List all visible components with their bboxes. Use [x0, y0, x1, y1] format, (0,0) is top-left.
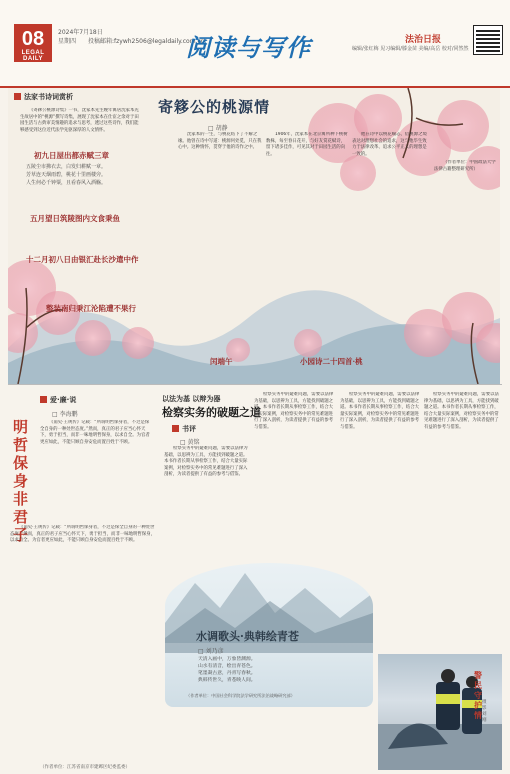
- center-category-text: 书评: [182, 425, 196, 433]
- poem-box-line-3: 笔墨凝古意，丹青写春秋。: [198, 671, 256, 676]
- poem-line-2: 芳草连天烟雨碧，桃花十里画楼旁。: [26, 172, 107, 178]
- main-intro: 《寄簃公桃源诗集》一书，沈家本先生晚年寓居沈家本先生故居中的“桃源”撰写诗集，展现了沈家本在仕宦之余对于田园生活与古典审美情趣的追求与思考，透过这些诗作，我们能够感受到这位近代法学先驱深厚的人文情怀。: [20, 108, 139, 133]
- main-category-text: 法家书诗词赏析: [24, 93, 73, 101]
- center-category-tag: [172, 424, 196, 434]
- left-article-title: 明哲保身非君子: [13, 418, 29, 544]
- issue-weekday: 星期四: [58, 38, 77, 45]
- center-body-col-4: 检察实务中的疑难问题，需要以法律为基础，以思辨为工具，方能找到破题之道。本书作者长期从事检察工作，结合大量实际案例，对检察实务中的常见难题进行了深入剖析，为读者提供了有益的参考与借鉴。: [424, 392, 499, 430]
- category-marker-icon: [172, 425, 179, 432]
- main-body-col-2: 1906年，沈家本在北京寓所种下桃树数株，每至春日花开，与好友赏花赋诗，留下诸多佳作，可见其对于田园生活的向往。: [266, 132, 348, 157]
- poem-box-line-4: 典韩传世久，青苍映人间。: [198, 678, 256, 683]
- page-number-badge: [14, 24, 52, 62]
- newspaper-brand: 法治日报: [405, 35, 442, 45]
- main-body-col-4: （作者单位：中国政法大学法律古籍整理研究所）: [434, 160, 496, 172]
- main-article-author: □ 胡静: [208, 125, 228, 132]
- section-divider: [8, 384, 502, 385]
- main-body-col-3: 他在诗中以桃花喻志，借桃源之境表达对理想社会的追求，这与他毕生致力于法律改革、追求公平正义的理想是一致的。: [352, 132, 427, 157]
- submission-email: 投稿邮箱:fzywh2506@legaldaily.com.cn: [88, 38, 205, 45]
- poem-note: （作者单位：中国社会科学院法学研究所法治战略研究部）: [186, 693, 295, 698]
- main-article-title: 寄簃公的桃源情: [158, 98, 271, 116]
- center-body-col-3: 检察实务中的疑难问题，需要以法律为基础，以思辨为工具，方能找到破题之道。本书作者长期从事检察工作，结合大量实际案例，对检察实务中的常见难题进行了深入剖析，为读者提供了有益的参考与借鉴。: [340, 392, 420, 430]
- editor-credits: 编辑/张红梅 见习编辑/滕金苗 美编/高岳 校对/同然然: [352, 46, 469, 52]
- poem-heading-4: 整装南归秉江沦陷遭不果行: [46, 304, 136, 313]
- paper-english-name: LEGAL DAILY: [21, 50, 45, 62]
- left-article-note: （作者单位：江苏省南京市建邺区纪委监委）: [40, 765, 130, 770]
- poem-line-3: 人生何必千钟粟，且看春风入酒觞。: [26, 180, 107, 186]
- issue-date: 2024年7月18日: [58, 29, 103, 36]
- column-name: [186, 28, 311, 63]
- center-article-kicker: 以法为基 以辩为器: [162, 395, 221, 403]
- poem-box-line-1: 天清入画中，万象皆渊源。: [198, 657, 256, 662]
- main-category-tag: [14, 92, 73, 102]
- poem-author: □ 刘乃彦: [198, 648, 224, 655]
- poem-heading-6: 小园诗二十四首·桃: [300, 357, 363, 366]
- category-marker-icon: [14, 93, 21, 100]
- poem-heading-5: 闰端午: [210, 357, 233, 366]
- poem-heading-1: 初九日屋出都赤赋三章: [34, 151, 109, 160]
- center-article-author: □ 黄铭: [180, 439, 200, 446]
- left-article-intro: 《南史·王规传》记载：“所谓明哲保身者，不过是保全自身的一种处世态度。”然而，真正的君子应当心怀天下，勇于担当，而非一味地明哲保身，以求自全。为官者更应如此，不能只顾自身安危而置百姓于不顾。: [40, 420, 150, 445]
- main-body-col-1: 沈家本的一生，与桃花结下了不解之缘。他曾在诗中写道：桃源何处觅，只在我心中。这种情怀，贯穿于他的诗作之中。: [178, 132, 262, 151]
- page-number: 08: [21, 28, 45, 50]
- photo-caption: 摄影 刘刚: [482, 700, 487, 723]
- center-article-title: 检察实务的破题之道: [162, 406, 261, 419]
- column-name-text: 阅读与写作: [186, 33, 311, 62]
- left-article-body: 《南史·王规传》记载：“所谓明哲保身者，不过是保全自身的一种处世态度。”然而，真正的君子应当心怀天下，勇于担当，而非一味地明哲保身，以求自全。为官者更应如此，不能只顾自身安危而置百姓于不顾。: [10, 525, 155, 544]
- poem-heading-3: 十二月初八日由银汇赴长沙遣中作: [26, 255, 139, 264]
- left-article-author: □ 李海鹏: [52, 411, 78, 418]
- center-body-col-2: 检察实务中的疑难问题，需要以法律为基础，以思辨为工具，方能找到破题之道。本书作者长期从事检察工作，结合大量实际案例，对检察实务中的常见难题进行了深入剖析，为读者提供了有益的参考与借鉴。: [254, 392, 334, 430]
- poem-box-line-2: 山水有清音，绘出青苍色。: [198, 664, 256, 669]
- poem-title: 水调歌头·典韩绘青苍: [196, 630, 299, 643]
- poem-heading-2: 五月望日筑陵图内文食秉鱼: [30, 214, 120, 223]
- center-body-col-1: 检察实务中的疑难问题，需要以法律为基础，以思辨为工具，方能找到破题之道。本书作者长期从事检察工作，结合大量实际案例，对检察实务中的常见难题进行了深入剖析，为读者提供了有益的参考与借鉴。: [164, 446, 248, 478]
- left-category-text: 爱·廉·说: [50, 396, 77, 404]
- qr-code-icon: [474, 26, 502, 54]
- photo-tag: 警民守护情: [474, 670, 482, 720]
- poem-line-1: 五陵尘市拂衣去，白发归耕赋一章。: [26, 164, 107, 170]
- left-category-tag: [40, 395, 76, 405]
- category-marker-icon: [40, 396, 47, 403]
